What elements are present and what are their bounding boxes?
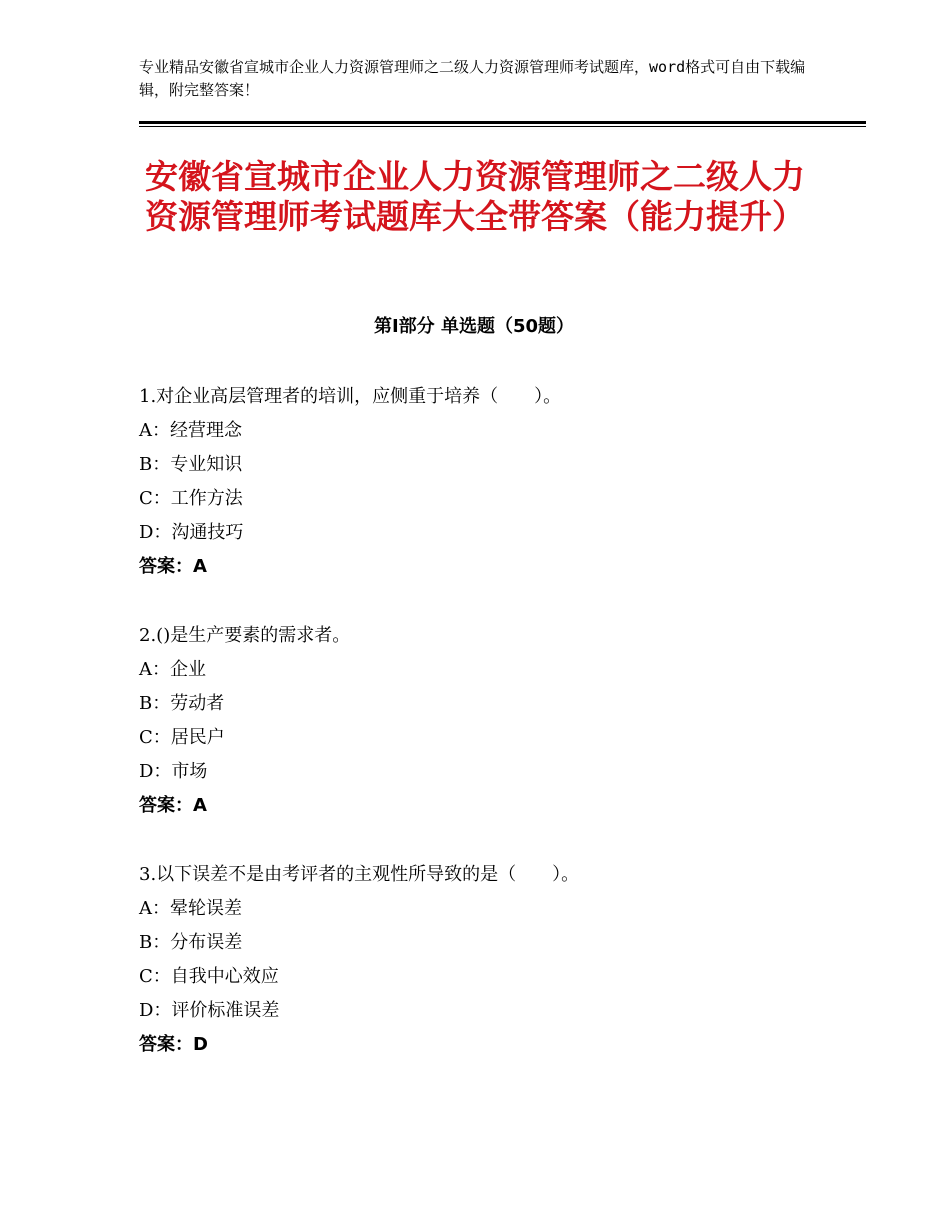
question-2 (139, 619, 839, 823)
question-stem: 3.以下误差不是由考评者的主观性所导致的是（ ）。 (139, 864, 580, 885)
question-stem: 1.对企业高层管理者的培训，应侧重于培养（ ）。 (139, 386, 562, 407)
question-1 (139, 380, 839, 584)
question-3 (139, 858, 839, 1062)
option-d: D：沟通技巧 (139, 522, 244, 543)
option-a: A：经营理念 (139, 420, 242, 441)
document-title: 安徽省宣城市企业人力资源管理师之二级人力资源管理师考试题库大全带答案（能力提升） (145, 157, 805, 236)
question-stem: 2.()是生产要素的需求者。 (139, 625, 351, 646)
header-divider-thick (139, 121, 866, 124)
answer: 答案：A (139, 795, 207, 816)
option-c: C：居民户 (139, 727, 225, 748)
section-title: 第Ⅰ部分 单选题（50题） (373, 316, 574, 337)
option-b: B：分布误差 (139, 932, 243, 953)
option-a: A：晕轮误差 (139, 898, 242, 919)
answer: 答案：D (139, 1034, 208, 1055)
header-divider-thin (139, 126, 866, 127)
option-b: B：专业知识 (139, 454, 243, 475)
option-b: B：劳动者 (139, 693, 225, 714)
option-a: A：企业 (139, 659, 206, 680)
option-d: D：评价标准误差 (139, 1000, 280, 1021)
option-c: C：工作方法 (139, 488, 243, 509)
header-note: 专业精品安徽省宣城市企业人力资源管理师之二级人力资源管理师考试题库，word格式可自由下载编辑，附完整答案！ (139, 58, 806, 99)
option-c: C：自我中心效应 (139, 966, 279, 987)
answer: 答案：A (139, 556, 207, 577)
option-d: D：市场 (139, 761, 208, 782)
